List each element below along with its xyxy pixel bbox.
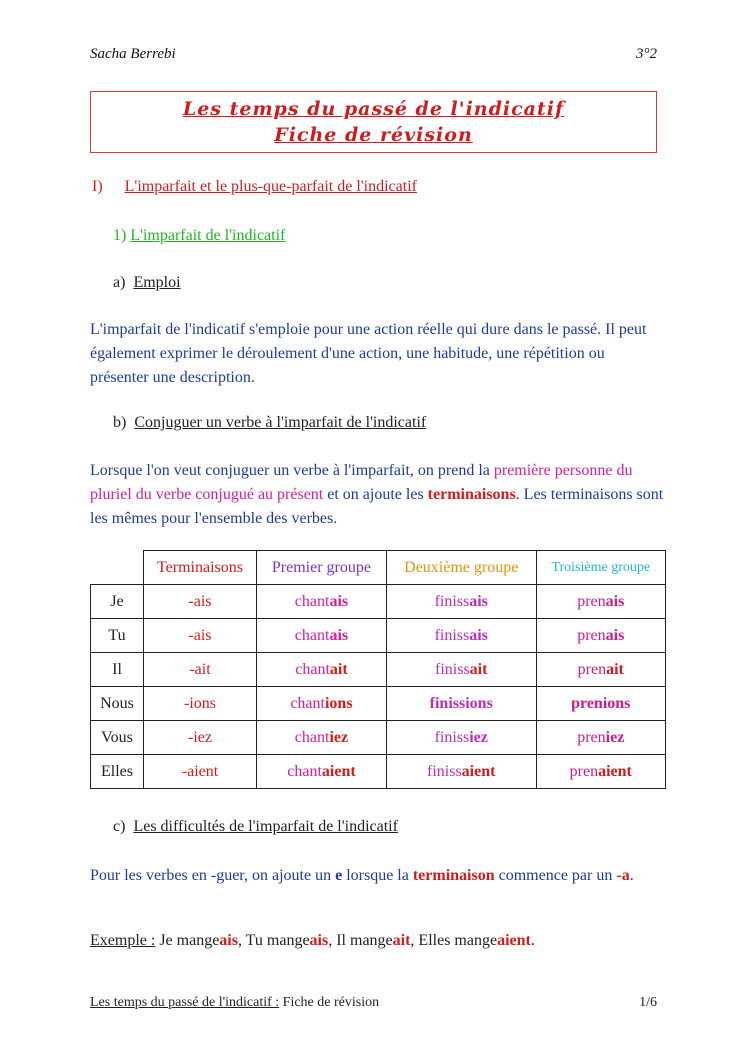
termination-cell: -ais [144,585,257,619]
example-ending: ait [392,932,411,949]
header-troisieme-groupe: Troisième groupe [536,551,665,585]
title-box [90,91,657,153]
para-b-text-5: . Les terminaisons sont les mêmes pour l'ensemble des verbes. [90,486,664,527]
verb-ending: iez [329,728,349,746]
verb-ending: ais [605,626,625,644]
group1-cell [256,653,386,687]
verb-stem: chant [294,592,330,610]
section-heading-1 [92,178,417,196]
para-c-text-5: commence par un [494,867,617,884]
part-a-heading [113,274,181,292]
group3-cell [536,687,665,721]
part-c-title: Les difficultés de l'imparfait de l'indicatif [133,818,398,835]
para-c-a: -a [616,867,630,884]
termination-cell: -ais [144,619,257,653]
group2-cell [386,721,536,755]
table-row [91,721,666,755]
verb-stem: finiss [434,626,470,644]
header-premier-groupe: Premier groupe [256,551,386,585]
pronoun-cell: Tu [91,619,144,653]
footer-title [90,995,379,1011]
part-a-number: a) [113,274,126,291]
table-row [91,619,666,653]
verb-stem: pren [577,592,606,610]
example-label: Exemple : [90,932,156,949]
termination-cell: -iez [144,721,257,755]
para-c-text-7: . [629,867,634,884]
part-b-heading [113,414,426,432]
verb-ending: ais [469,592,488,610]
group2-cell [386,687,536,721]
verb-ending: aient [598,762,632,780]
para-c-text-3: lorsque la [342,867,413,884]
verb-stem: pren [577,660,607,678]
group1-cell [256,755,386,789]
author-name: Sacha Berrebi [90,46,176,62]
verb-ending: ais [329,592,349,610]
para-b-text-3: et on ajoute les [323,486,428,503]
group1-cell [256,619,386,653]
part-c-number: c) [113,818,126,835]
group3-cell [536,585,665,619]
verb-stem: chant [290,694,325,712]
page-title: Les temps du passé de l'indicatif [182,98,565,120]
example-stem: , Elles mange [410,932,498,949]
page-number: 1/6 [639,995,657,1010]
verb-ending: ait [606,660,624,678]
subsection-heading-1 [113,227,285,245]
footer-title-sub: Fiche de révision [279,995,380,1010]
section-number: I) [92,178,103,195]
verb-ending: ions [465,694,493,712]
group1-cell [256,687,386,721]
para-b-highlight: première personne du pluriel du verbe conjugué au présent [90,462,633,503]
para-c-terminaison: terminaison [412,867,495,884]
table-row [91,653,666,687]
table-row [91,687,666,721]
example-end: . [530,932,535,949]
section-title: L'imparfait et le plus-que-parfait de l'indicatif [124,178,417,195]
verb-ending: aient [321,762,356,780]
group1-cell [256,585,386,619]
verb-stem: chant [294,728,330,746]
para-c-e: e [335,867,343,884]
verb-stem: finiss [435,660,470,678]
group2-cell [386,755,536,789]
verb-ending: iez [469,728,488,746]
paragraph-emploi: L'imparfait de l'indicatif s'emploie pour une action réelle qui dure dans le passé. Il peut également exprimer le déroulement d'une action, une habitude, une répétition ou présenter une description. [90,321,647,386]
verb-stem: pren [571,694,603,712]
verb-ending: ait [469,660,488,678]
verb-stem: pren [577,728,606,746]
example-stem: , Tu mange [237,932,310,949]
pronoun-cell: Il [91,653,144,687]
para-b-terminaisons: terminaisons [427,486,516,503]
subsection-number: 1) [113,227,127,244]
table-corner [91,551,144,585]
verb-stem: finiss [434,728,470,746]
group1-cell [256,721,386,755]
verb-ending: ions [602,694,631,712]
group2-cell [386,585,536,619]
verb-ending: ions [324,694,353,712]
pronoun-cell: Nous [91,687,144,721]
example-stem: Je mange [159,932,220,949]
verb-ending: iez [605,728,625,746]
pronoun-cell: Je [91,585,144,619]
page-subtitle: Fiche de révision [274,124,473,146]
verb-ending: aient [461,762,496,780]
verb-ending: ais [469,626,488,644]
pronoun-cell: Vous [91,721,144,755]
table-header-row [91,551,666,585]
example-ending: ais [219,932,238,949]
verb-stem: finiss [429,694,466,712]
example-stem: , Il mange [328,932,393,949]
example-ending: ais [309,932,329,949]
termination-cell: -ait [144,653,257,687]
termination-cell: -aient [144,755,257,789]
group2-cell [386,619,536,653]
termination-cell: -ions [144,687,257,721]
class-label: 3°2 [636,46,657,62]
verb-stem: chant [287,762,322,780]
verb-ending: ait [329,660,348,678]
table-row [91,755,666,789]
para-b-text-1: Lorsque l'on veut conjuguer un verbe à l'imparfait, on prend la [90,462,494,479]
verb-ending: ais [605,592,625,610]
part-b-number: b) [113,414,127,431]
group3-cell [536,619,665,653]
group3-cell [536,653,665,687]
group3-cell [536,755,665,789]
subsection-title: L'imparfait de l'indicatif [130,227,286,244]
group2-cell [386,653,536,687]
header-terminaisons: Terminaisons [144,551,257,585]
verb-stem: finiss [427,762,462,780]
example-ending: aient [497,932,531,949]
paragraph-difficultes [90,864,665,888]
table-row [91,585,666,619]
verb-stem: pren [569,762,599,780]
verb-stem: finiss [434,592,470,610]
verb-stem: chant [295,660,330,678]
header-deuxieme-groupe: Deuxième groupe [386,551,536,585]
conjugation-table [90,550,666,789]
part-b-title: Conjuguer un verbe à l'imparfait de l'indicatif [134,414,427,431]
para-c-text-1: Pour les verbes en -guer, on ajoute un [90,867,336,884]
part-a-title: Emploi [133,274,181,291]
footer-title-main: Les temps du passé de l'indicatif : [90,995,280,1010]
example-line [90,932,535,950]
verb-ending: ais [329,626,349,644]
part-c-heading [113,818,398,836]
verb-stem: chant [294,626,330,644]
pronoun-cell: Elles [91,755,144,789]
verb-stem: pren [577,626,606,644]
group3-cell [536,721,665,755]
paragraph-conjugaison [90,459,665,531]
